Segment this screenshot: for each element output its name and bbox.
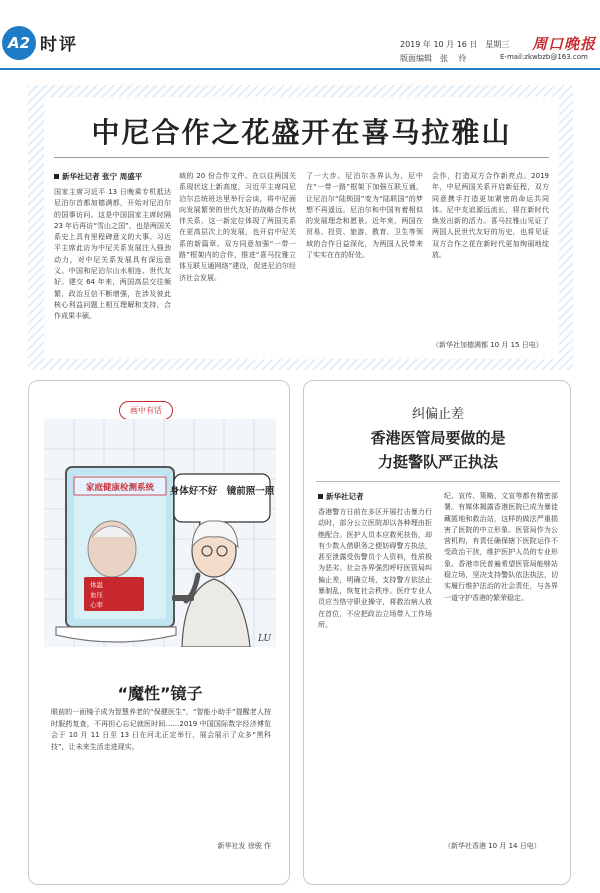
opinion-kicker: 纠偏止差 xyxy=(411,407,464,422)
readout-line-3: 心率 xyxy=(90,601,103,609)
mirror-sign-text: 家庭健康检测系统 xyxy=(85,483,155,493)
opinion-column-2: 纪、宣传、策略、文宣等都有精密部署。有媒体揭露香港医院已成为暴徒藏匿地和救治站，这样的做法严重损害了医院的中立形象。医管局作为公营机构，有责任确保辖下医院运作不受政治干扰，维护医护人员的专业形象。香港市民普遍希望医管局能够站稳立场，坚决支持警队依法执法，切实履行维护法治的社会责任，与各界一道守护香港的繁荣稳定。 xyxy=(444,492,558,602)
opinion-headline-line-1: 香港医管局要做的是 xyxy=(370,429,506,447)
issue-date: 2019 年 10 月 16 日 星期三 xyxy=(400,40,510,49)
page-number-badge: A2 xyxy=(2,26,36,60)
lead-column-4: 会作，打造双方合作新亮点。2019 年，中尼两国关系开启新征程，双方同意携手打造更加紧密的命运共同体。尼中友谊源远流长，将在新时代焕发出新的活力。喜马拉雅山见证了两国人民世代友好的历史，也将见证双方合作之花在新时代更加绚丽地绽放。 xyxy=(432,172,549,260)
opinion-headline-line-2: 力挺警队严正执法 xyxy=(377,453,498,471)
lead-credit: （新华社加德满都 10 月 15 日电） xyxy=(432,341,543,349)
page-editors: 版面编辑 张 伶 xyxy=(400,54,467,63)
cartoon-caption: 眼前的一面镜子成为智慧养老的“保健医生”，“智能小助手”提醒老人按时服药复查，不再担心忘记就医时间……2019 中国国际数字经济博览会于 10 月 11 日至 13 日在河北正定举行，展会展示了众多“黑科技”，让未来生活走进现实。 xyxy=(51,708,271,751)
speech-text: 身体好不好 镜前照一照 xyxy=(169,486,275,497)
toothbrush xyxy=(172,595,194,601)
newspaper-logo: 周口晚报 xyxy=(532,35,597,53)
opinion-divider xyxy=(316,481,560,482)
readout-line-2: 血压 xyxy=(90,591,103,599)
opinion-column-1: 香港警方日前在多区开展打击暴力行动时，部分公立医院却以各种理由拒绝配合。医护人员本应救死扶伤，却有少数人借职务之便妨碍警方执法，甚至泄露受伤警员个人资料，性质极为恶劣。社会各界强烈呼吁医管局纠偏止差，明确立场，支持警方依法止暴制乱，恢复社会秩序。医疗专业人员应当恪守职业操守，将救治病人放在首位，不应把政治立场带入工作场所。 xyxy=(318,508,432,629)
cartoon-credit: 新华社发 徐骏 作 xyxy=(217,842,271,850)
opinion-credit: （新华社香港 10 月 14 日电） xyxy=(444,842,541,850)
header-divider xyxy=(0,68,600,70)
section-title: 时评 xyxy=(40,35,78,55)
contact-email[interactable]: E-mail:zkwbzb@163.com xyxy=(500,53,588,61)
lead-article xyxy=(44,97,559,359)
lead-column-2: 域的 20 份合作文件。在以往两国关系现状这上新高度，习近平主席同尼泊尔总统班达里举行会谈，将中尼面向发展繁荣的世代友好的战略合作伙伴关系。这一新定位体现了两国关系在更高层次上的发展，也开启中尼关系的新篇章。双方同意加强“一带一路”框架内的合作，推进“喜马拉雅立体互联互通网络”建设，促进尼泊尔经济社会发展。 xyxy=(179,172,296,282)
column-tag: 画中有话 xyxy=(119,401,173,420)
lead-column-1: 国家主席习近平 13 日晚乘专机抵达尼泊尔首都加德满都，开始对尼泊尔的国事访问。这是中国国家主席时隔 23 年后再访“雪山之国”，也是两国关系史上具有里程碑意义的大事。习近平主席此访为中尼关系发展注入强劲动力，对中尼关系发展具有深远意义。中国和尼泊尔山水相连、世代友好。建交 64 年来，两国高层交往频繁，政治互信不断增强，在涉及彼此核心利益问题上相互理解和支持，合作成果丰硕。 xyxy=(54,188,171,321)
cartoon-illustration xyxy=(44,419,276,647)
lead-headline: 中尼合作之花盛开在喜马拉雅山 xyxy=(91,116,512,149)
artist-signature: LU xyxy=(258,634,272,644)
lead-column-3: 了一大步。尼泊尔各界认为，尼中在“一带一路”框架下加强互联互通，让尼泊尔“陆锁国”变为“陆联国”的梦想不再遥远。尼泊尔和中国有着相似的发展理念和愿景。近年来，两国在贸易、投资、旅游、教育、卫生等领域的合作日益深化，为两国人民带来了实实在在的好处。 xyxy=(306,172,423,260)
headline-divider xyxy=(54,157,549,158)
opinion-panel xyxy=(303,380,571,885)
cartoon-panel xyxy=(28,380,290,885)
page-header xyxy=(0,0,600,78)
cartoon-title: “魔性”镜子 xyxy=(117,684,203,703)
readout-line-1: 体温 xyxy=(90,581,103,589)
opinion-byline: 新华社记者 xyxy=(318,491,364,502)
lead-byline: 新华社记者 张宁 周盛平 xyxy=(54,171,142,182)
